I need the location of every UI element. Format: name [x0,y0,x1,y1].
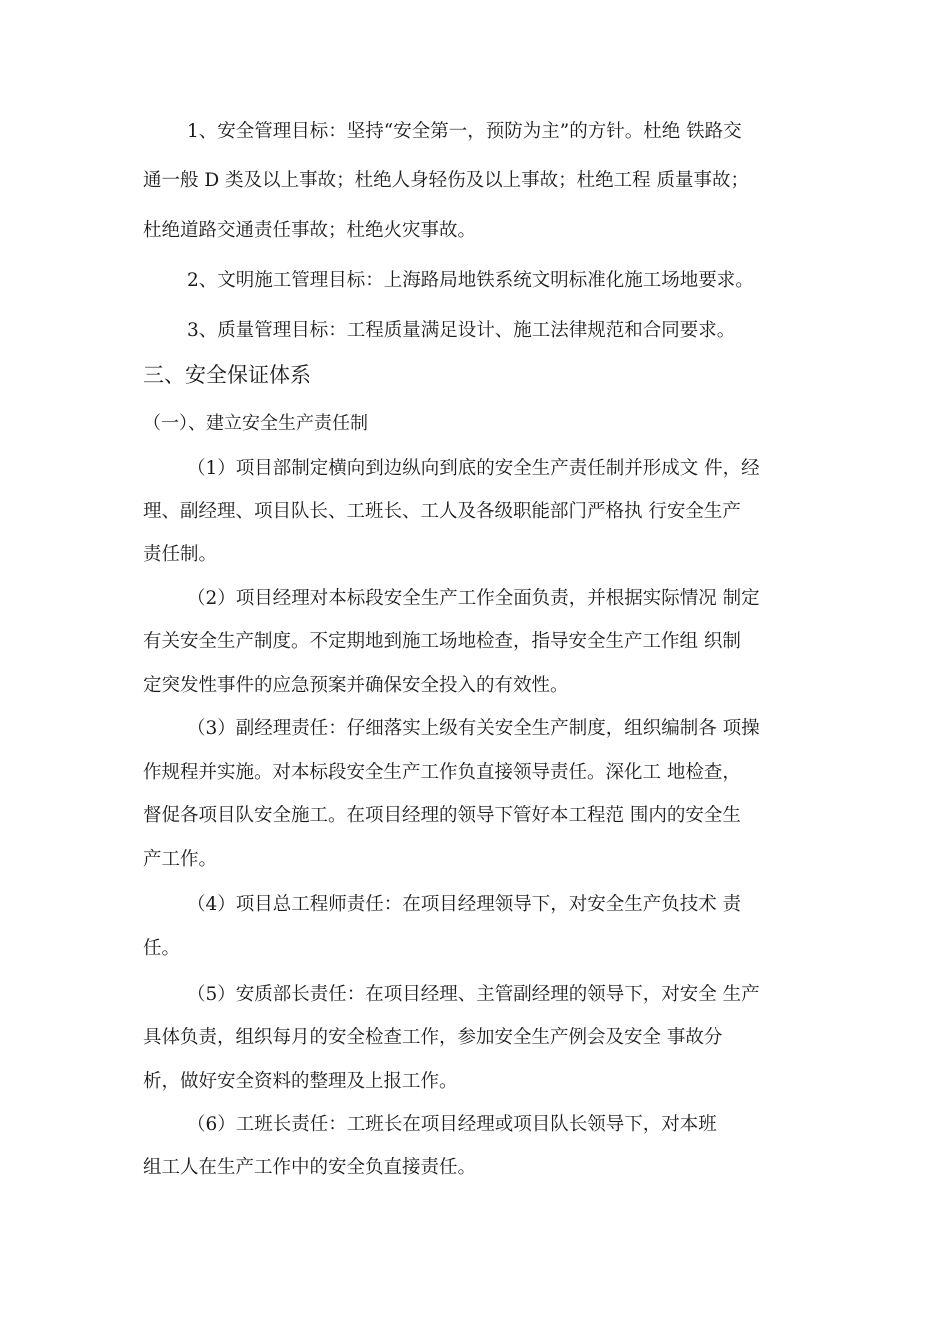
item-4-line-2: 任。 [143,938,181,959]
goal-3-line-1: 3、质量管理目标：工程质量满足设计、施工法律规范和合同要求。 [187,320,736,341]
item-2-line-2: 有关安全生产制度。不定期地到施工场地检查，指导安全生产工作组 织制 [143,631,741,652]
goal-2-line-1: 2、文明施工管理目标：上海路局地铁系统文明标准化施工场地要求。 [187,270,754,291]
item-1-line-3: 责任制。 [143,544,218,565]
goal-1-line-1: 1、安全管理目标：坚持“安全第一，预防为主”的方针。杜绝 铁路交 [187,121,742,142]
goal-1-line-2: 通一般 D 类及以上事故；杜绝人身轻伤及以上事故；杜绝工程 质量事故； [143,170,749,191]
item-3-line-4: 产工作。 [143,849,218,870]
item-5-line-1: （5）安质部长责任：在项目经理、主管副经理的领导下，对安全 生产 [187,984,760,1005]
item-4-line-1: （4）项目总工程师责任：在项目经理领导下，对安全生产负技术 责 [187,894,742,915]
item-5-line-3: 析，做好安全资料的整理及上报工作。 [143,1071,458,1092]
section-heading: 三、安全保证体系 [143,363,311,387]
item-2-line-1: （2）项目经理对本标段安全生产工作全面负责，并根据实际情况 制定 [187,588,760,609]
item-2-line-3: 定突发性事件的应急预案并确保安全投入的有效性。 [143,675,569,696]
item-3-line-3: 督促各项目队安全施工。在项目经理的领导下管好本工程范 围内的安全生 [143,805,741,826]
item-1-line-2: 理、副经理、项目队长、工班长、工人及各级职能部门严格执 行安全生产 [143,501,741,522]
item-3-line-1: （3）副经理责任：仔细落实上级有关安全生产制度，组织编制各 项操 [187,718,760,739]
item-3-line-2: 作规程并实施。对本标段安全生产工作负直接领导责任。深化工 地检查， [143,762,741,783]
item-1-line-1: （1）项目部制定横向到边纵向到底的安全生产责任制并形成文 件，经 [187,458,760,479]
item-6-line-1: （6）工班长责任：工班长在项目经理或项目队长领导下，对本班 [187,1114,717,1135]
subsection-heading: （一）、建立安全生产责任制 [143,413,368,434]
item-6-line-2: 组工人在生产工作中的安全负直接责任。 [143,1157,477,1178]
item-5-line-2: 具体负责，组织每月的安全检查工作，参加安全生产例会及安全 事故分 [143,1027,723,1048]
goal-1-line-3: 杜绝道路交通责任事故；杜绝火灾事故。 [143,220,477,241]
